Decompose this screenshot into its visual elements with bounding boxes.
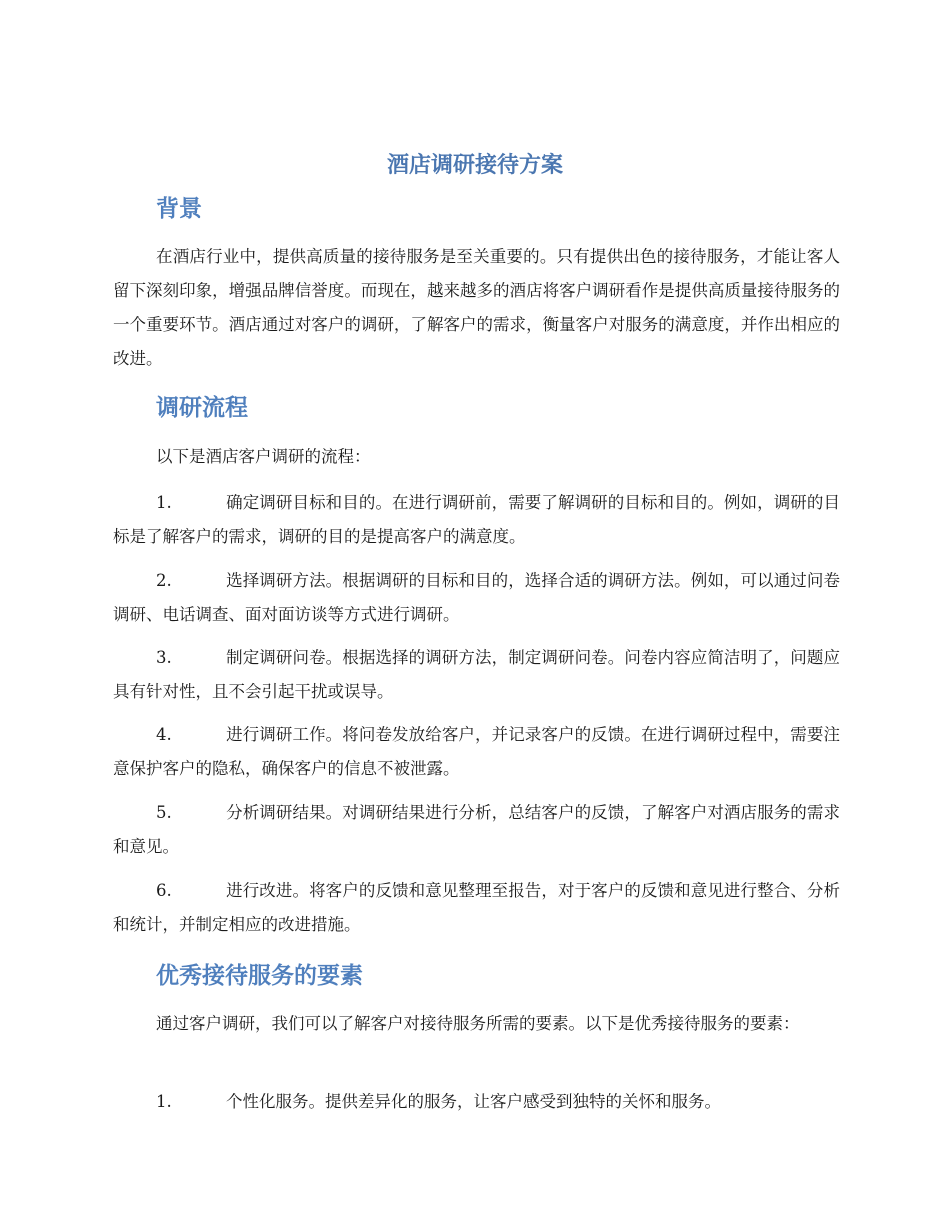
list-item-text: 进行改进。将客户的反馈和意见整理至报告，对于客户的反馈和意见进行整合、分析和统计，并制定相应的改进措施。 — [113, 881, 840, 934]
process-intro: 以下是酒店客户调研的流程： — [156, 447, 371, 466]
process-step-6 — [113, 874, 840, 942]
process-step-5 — [113, 796, 840, 864]
list-item-text: 分析调研结果。对调研结果进行分析，总结客户的反馈，了解客户对酒店服务的需求和意见。 — [113, 803, 840, 856]
section-heading-background: 背景 — [156, 196, 202, 222]
list-number: 6. — [156, 881, 172, 900]
list-number: 4. — [156, 725, 172, 744]
process-step-3 — [113, 641, 840, 709]
list-number: 1. — [156, 493, 172, 512]
process-step-4 — [113, 718, 840, 786]
section-heading-elements: 优秀接待服务的要素 — [156, 963, 363, 989]
process-step-2 — [113, 564, 840, 632]
elements-intro: 通过客户调研，我们可以了解客户对接待服务所需的要素。以下是优秀接待服务的要素： — [156, 1014, 800, 1033]
document-title: 酒店调研接待方案 — [386, 153, 563, 178]
list-item-text: 个性化服务。提供差异化的服务，让客户感受到独特的关怀和服务。 — [226, 1092, 721, 1111]
list-number: 2. — [156, 571, 172, 590]
list-number: 1. — [156, 1092, 172, 1111]
list-item-text: 制定调研问卷。根据选择的调研方法，制定调研问卷。问卷内容应简洁明了，问题应具有针对性，且不会引起干扰或误导。 — [113, 648, 840, 701]
list-item-text: 进行调研工作。将问卷发放给客户，并记录客户的反馈。在进行调研过程中，需要注意保护客户的隐私，确保客户的信息不被泄露。 — [113, 725, 840, 778]
background-paragraph: 在酒店行业中，提供高质量的接待服务是至关重要的。只有提供出色的接待服务，才能让客人留下深刻印象，增强品牌信誉度。而现在，越来越多的酒店将客户调研看作是提供高质量接待服务的一个重要环节。酒店通过对客户的调研，了解客户的需求，衡量客户对服务的满意度，并作出相应的改进。 — [113, 247, 840, 368]
list-number: 5. — [156, 803, 172, 822]
list-item-text: 选择调研方法。根据调研的目标和目的，选择合适的调研方法。例如，可以通过问卷调研、电话调查、面对面访谈等方式进行调研。 — [113, 571, 840, 624]
section-heading-process: 调研流程 — [156, 395, 248, 421]
process-step-1 — [113, 486, 840, 554]
element-item-1 — [113, 1085, 840, 1119]
list-item-text: 确定调研目标和目的。在进行调研前，需要了解调研的目标和目的。例如，调研的目标是了解客户的需求，调研的目的是提高客户的满意度。 — [113, 493, 840, 546]
list-number: 3. — [156, 648, 172, 667]
